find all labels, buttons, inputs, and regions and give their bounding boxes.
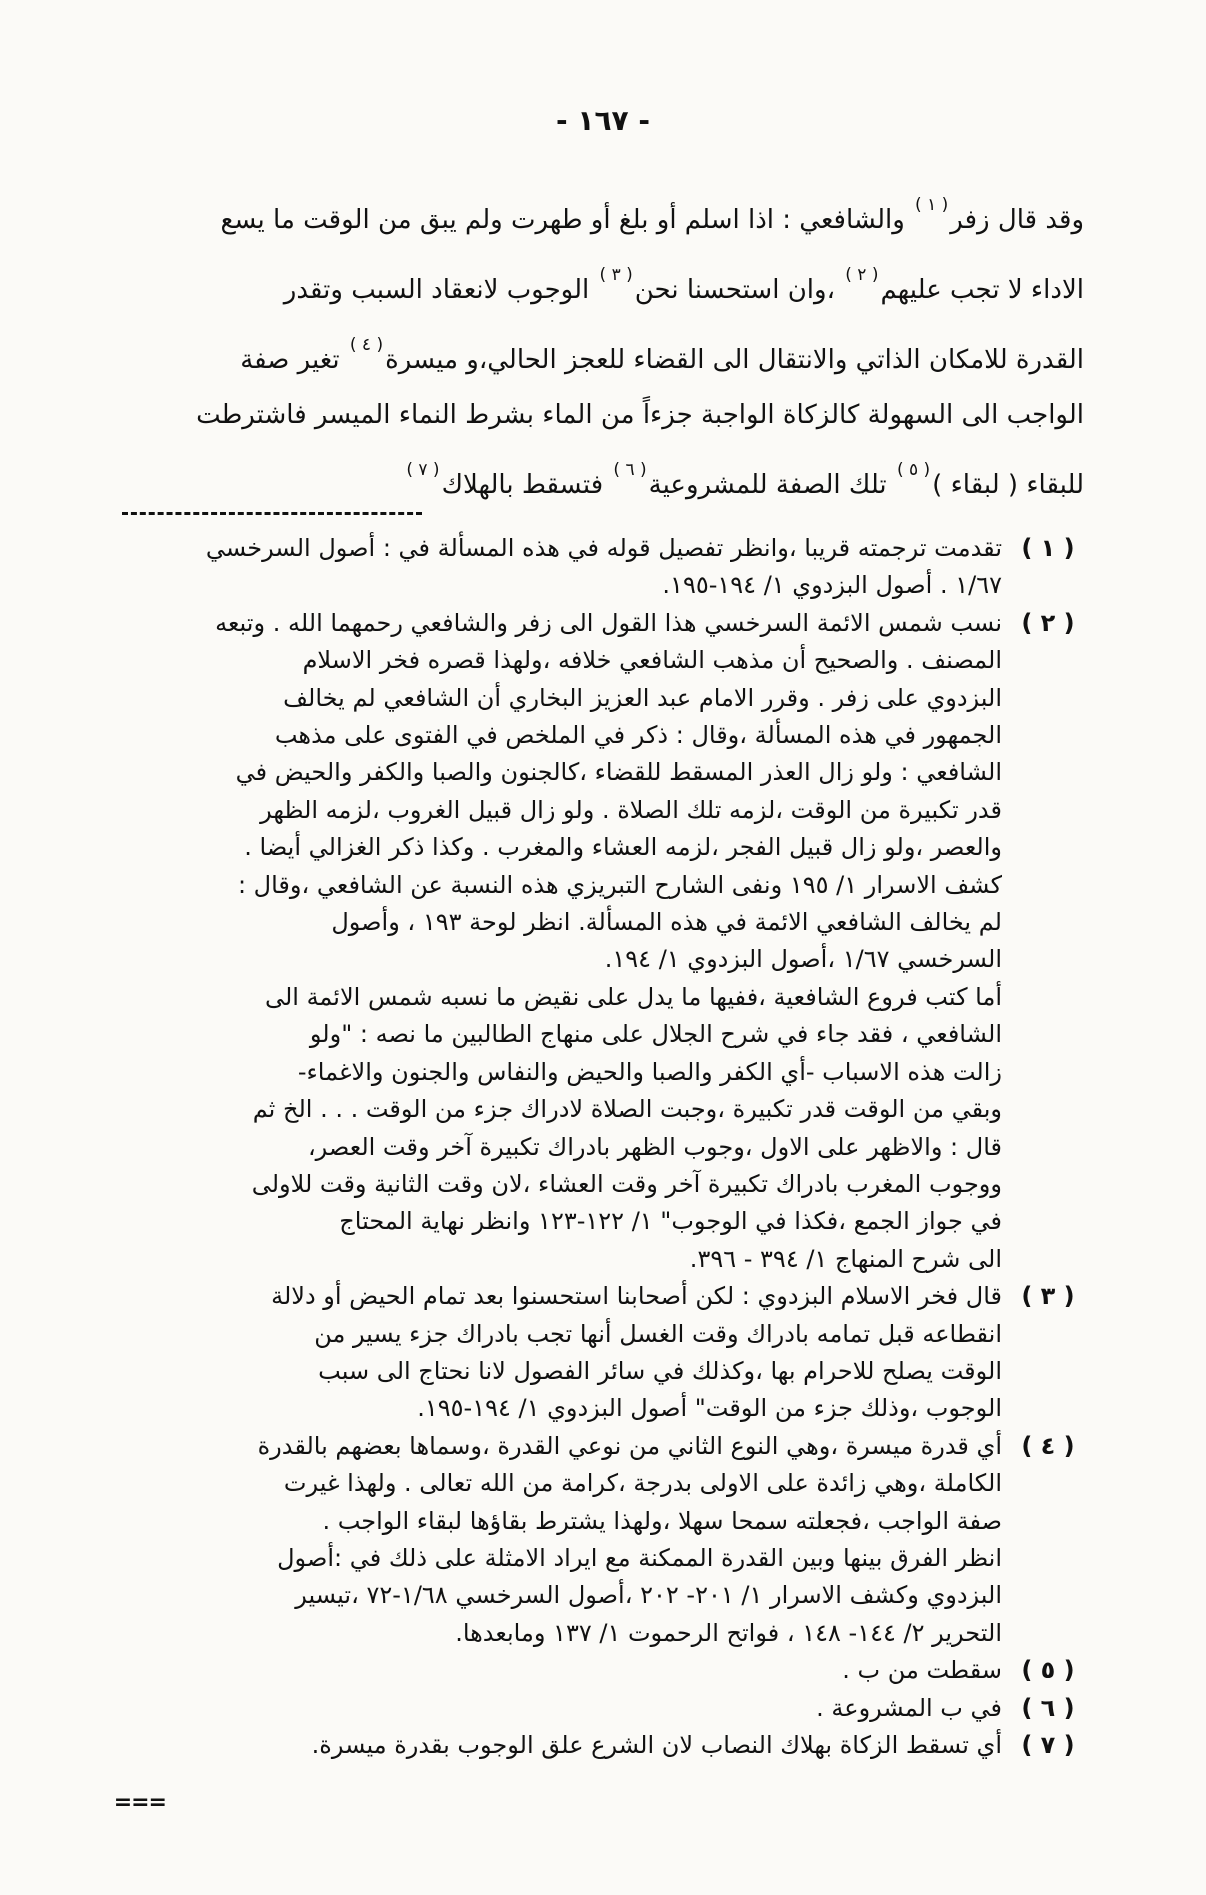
footnote: [114, 1278, 1094, 1428]
footnote: [114, 1652, 1094, 1689]
footnote-text: [114, 1428, 1002, 1652]
main-line: [122, 388, 1084, 443]
footnote-ref: ( ٤ ): [349, 335, 384, 355]
footnote-number: ( ٥ ): [1021, 1656, 1075, 1685]
footnote-line: في جواز الجمع ،فكذا في الوجوب" ١/ ١٢٢-١٢٣ وانظر نهاية المحتاج: [339, 1207, 1002, 1236]
footnote-number: ( ٦ ): [1021, 1693, 1075, 1722]
main-text-segment: الواجب الى السهولة كالزكاة الواجبة جزءاً من الماء بشرط النماء الميسر فاشترطت: [196, 400, 1084, 430]
footnote-ref: ( ٧ ): [406, 460, 440, 480]
footnote: [114, 1727, 1094, 1764]
footnote-line: والعصر ،ولو زال قبيل الفجر ،لزمه العشاء والمغرب . وكذا ذكر الغزالي أيضا .: [244, 833, 1002, 862]
footnote-line: نسب شمس الائمة السرخسي هذا القول الى زفر والشافعي رحمهما الله . وتبعه: [215, 608, 1002, 637]
footnote-line: انظر الفرق بينها وبين القدرة الممكنة مع ايراد الامثلة على ذلك في :أصول: [277, 1543, 1002, 1572]
footnote-line: ووجوب المغرب بادراك تكبيرة آخر وقت العشاء ،لان وقت الثانية وقت للاولى: [251, 1169, 1002, 1198]
footnote-divider: [122, 512, 422, 515]
footnote-line: في ب المشروعة .: [816, 1693, 1002, 1722]
main-text-segment: للبقاء ( لبقاء ): [932, 470, 1084, 500]
footnote: [114, 1428, 1094, 1652]
main-line: [122, 248, 1084, 318]
footnote-line: سقطت من ب .: [842, 1656, 1002, 1685]
footnote-number: ( ٤ ): [1021, 1431, 1075, 1460]
main-line: [122, 318, 1084, 388]
footnote-line: وبقي من الوقت قدر تكبيرة ،وجبت الصلاة لادراك جزء من الوقت . . . الخ ثم: [252, 1095, 1002, 1124]
footnote-line: زالت هذه الاسباب -أي الكفر والصبا والحيض والنفاس والجنون والاغماء-: [297, 1057, 1002, 1086]
footnote-line: ١/٦٧ . أصول البزدوي ١/ ١٩٤-١٩٥.: [662, 571, 1002, 600]
footnote-line: تقدمت ترجمته قريبا ،وانظر تفصيل قوله في هذه المسألة في : أصول السرخسي: [205, 534, 1002, 562]
footnote-line: الشافعي : ولو زال العذر المسقط للقضاء ،كالجنون والصبا والكفر والحيض في: [235, 758, 1002, 787]
footnote-line: البزدوي على زفر . وقرر الامام عبد العزيز البخاري أن الشافعي لم يخالف: [283, 683, 1002, 712]
footnote-text: [114, 1690, 1002, 1727]
footnote-line: كشف الاسرار ١/ ١٩٥ ونفى الشارح التبريزي هذه النسبة عن الشافعي ،وقال :: [237, 870, 1002, 899]
main-text-segment: والشافعي : اذا اسلم أو بلغ أو طهرت ولم يبق من الوقت ما يسع: [220, 205, 914, 235]
footnote-line: الجمهور في هذه المسألة ،وقال : ذكر في الملخص في الفتوى على مذهب: [274, 721, 1002, 750]
footnote-number: ( ٣ ): [1021, 1282, 1075, 1311]
footnote-text: [114, 530, 1002, 605]
footnote-line: قال : والاظهر على الاول ،وجوب الظهر بادراك تكبيرة آخر وقت العصر،: [307, 1132, 1002, 1161]
footnote-line: السرخسي ١/٦٧ ،أصول البزدوي ١/ ١٩٤.: [604, 945, 1002, 974]
footnote: [114, 605, 1094, 1278]
footnote-line: البزدوي وكشف الاسرار ١/ ٢٠١- ٢٠٢ ،أصول السرخسي ١/٦٨-٧٢ ،تيسير: [295, 1581, 1002, 1610]
footnote-text: [114, 1727, 1002, 1764]
footnote-ref: ( ٣ ): [599, 265, 633, 285]
footnote-text: [114, 605, 1002, 1278]
end-mark: ===: [113, 1790, 166, 1815]
main-text-segment: فتسقط بالهلاك: [441, 470, 612, 500]
footnote-line: قال فخر الاسلام البزدوي : لكن أصحابنا استحسنوا بعد تمام الحيض أو دلالة: [271, 1282, 1002, 1311]
main-line: [122, 443, 1084, 513]
main-text-segment: القدرة للامكان الذاتي والانتقال الى القضاء للعجز الحالي،و ميسرة: [385, 345, 1084, 375]
footnote-line: أما كتب فروع الشافعية ،ففيها ما يدل على نقيض ما نسبه شمس الائمة الى: [264, 982, 1002, 1011]
footnote-line: الكاملة ،وهي زائدة على الاولى بدرجة ،كرامة من الله تعالى . ولهذا غيرت: [283, 1469, 1002, 1498]
footnote-text: [114, 1652, 1002, 1689]
footnote-line: الوقت يصلح للاحرام بها ،وكذلك في سائر الفصول لانا نحتاج الى سبب: [318, 1356, 1002, 1385]
footnote-line: أي قدرة ميسرة ،وهي النوع الثاني من نوعي القدرة ،وسماها بعضهم بالقدرة: [257, 1431, 1002, 1460]
footnote-number: ( ١ ): [1021, 534, 1075, 562]
main-text-segment: تغير صفة: [240, 345, 348, 375]
main-text-segment: وقد قال زفر: [950, 205, 1084, 235]
main-text-segment: الاداء لا تجب عليهم: [880, 275, 1084, 305]
main-line: [122, 178, 1084, 248]
footnote-ref: ( ٢ ): [845, 265, 879, 285]
main-text-segment: ،وان استحسنا نحن: [634, 275, 844, 305]
footnote-ref: ( ١ ): [915, 195, 949, 215]
footnote-line: انقطاعه قبل تمامه بادراك وقت الغسل أنها تجب بادراك جزء يسير من: [314, 1319, 1002, 1348]
main-text-segment: الوجوب لانعقاد السبب وتقدر: [283, 275, 598, 305]
footnote-text: [114, 1278, 1002, 1428]
footnote-ref: ( ٦ ): [613, 460, 647, 480]
footnote-line: أي تسقط الزكاة بهلاك النصاب لان الشرع علق الوجوب بقدرة ميسرة.: [311, 1731, 1002, 1759]
footnotes: [114, 530, 1094, 1764]
page-number: - ١٦٧ -: [555, 104, 651, 137]
footnote-number: ( ٧ ): [1021, 1731, 1075, 1759]
footnote-line: المصنف . والصحيح أن مذهب الشافعي خلافه ،ولهذا قصره فخر الاسلام: [302, 646, 1002, 675]
footnote-line: الشافعي ، فقد جاء في شرح الجلال على منهاج الطالبين ما نصه : "ولو: [309, 1020, 1002, 1049]
footnote-line: الى شرح المنهاج ١/ ٣٩٤ - ٣٩٦.: [689, 1244, 1002, 1273]
footnote: [114, 530, 1094, 605]
footnote-line: قدر تكبيرة من الوقت ،لزمه تلك الصلاة . ولو زال قبيل الغروب ،لزمه الظهر: [260, 795, 1002, 824]
footnote-line: الوجوب ،وذلك جزء من الوقت" أصول البزدوي ١/ ١٩٤-١٩٥.: [417, 1394, 1002, 1423]
footnote-line: التحرير ٢/ ١٤٤- ١٤٨ ، فواتح الرحموت ١/ ١٣٧ ومابعدها.: [455, 1618, 1002, 1647]
footnote-ref: ( ٥ ): [896, 460, 931, 480]
footnote-number: ( ٢ ): [1021, 608, 1075, 637]
footnote-line: صفة الواجب ،فجعلته سمحا سهلا ،ولهذا يشترط بقاؤها لبقاء الواجب .: [322, 1506, 1002, 1535]
footnote: [114, 1690, 1094, 1727]
footnote-line: لم يخالف الشافعي الائمة في هذه المسألة. انظر لوحة ١٩٣ ، وأصول: [331, 908, 1002, 937]
main-text-segment: تلك الصفة للمشروعية: [648, 470, 895, 500]
main-paragraph: [122, 178, 1084, 513]
